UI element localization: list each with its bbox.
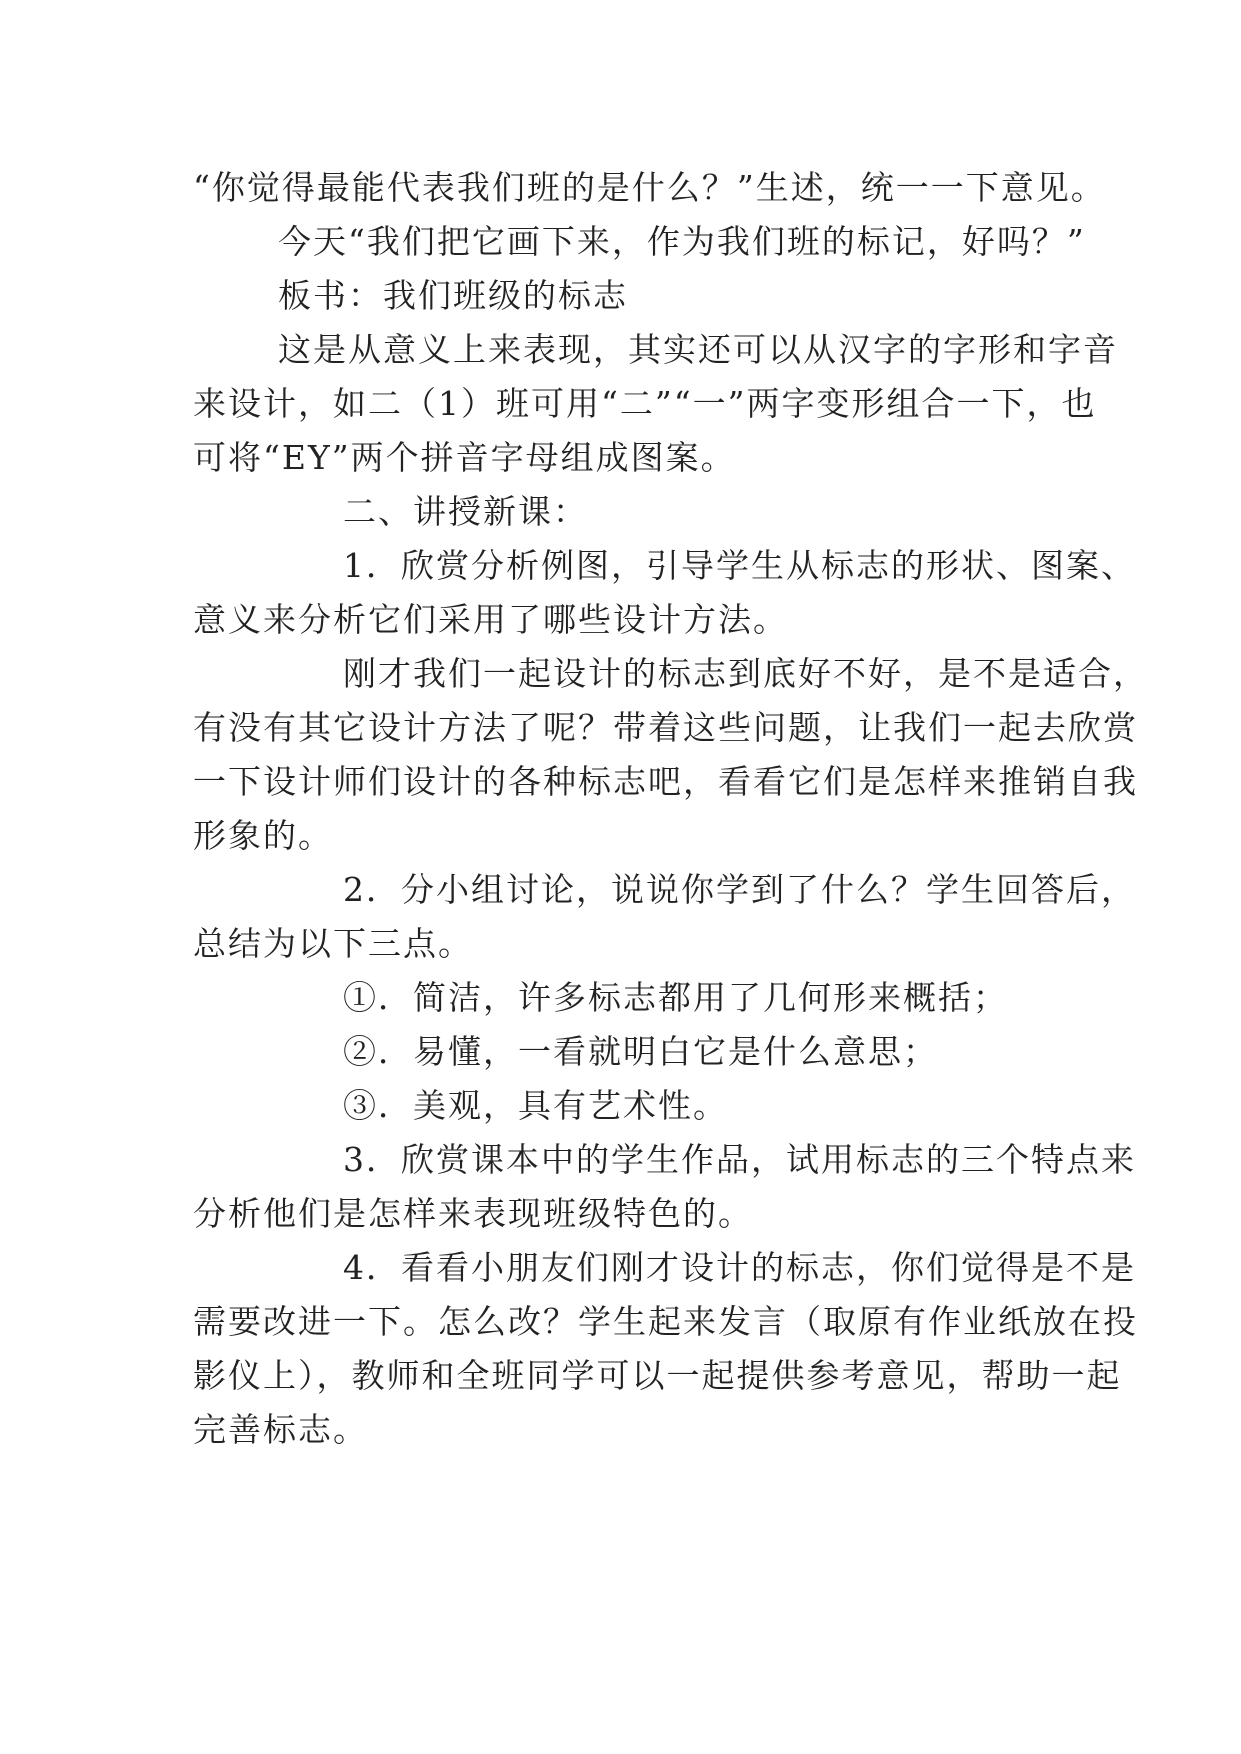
text-line: 4．看看小朋友们刚才设计的标志，你们觉得是不是 <box>343 1248 1136 1287</box>
text-line: 这是从意义上来表现，其实还可以从汉字的字形和字音 <box>278 330 1118 369</box>
text-line: 有没有其它设计方法了呢？带着这些问题，让我们一起去欣赏 <box>193 708 1138 747</box>
text-line: 总结为以下三点。 <box>193 924 473 963</box>
text-line: 形象的。 <box>193 816 333 855</box>
text-line: 可将“EY”两个拼音字母组成图案。 <box>193 438 736 477</box>
text-line: 刚才我们一起设计的标志到底好不好，是不是适合， <box>343 654 1148 693</box>
section-heading: 二、讲授新课： <box>343 492 588 531</box>
text-line: 2．分小组讨论，说说你学到了什么？学生回答后， <box>343 870 1136 909</box>
text-line: 完善标志。 <box>193 1410 368 1449</box>
text-line: 一下设计师们设计的各种标志吧，看看它们是怎样来推销自我 <box>193 762 1138 801</box>
list-item: ②．易懂，一看就明白它是什么意思； <box>343 1032 938 1071</box>
text-line: “你觉得最能代表我们班的是什么？”生述，统一一下意见。 <box>193 168 1106 207</box>
text-line: 1．欣赏分析例图，引导学生从标志的形状、图案、 <box>343 546 1136 585</box>
text-line: 板书：我们班级的标志 <box>278 276 628 315</box>
text-line: 意义来分析它们采用了哪些设计方法。 <box>193 600 788 639</box>
text-line: 影仪上），教师和全班同学可以一起提供参考意见，帮助一起 <box>193 1356 1122 1395</box>
list-item: ③．美观，具有艺术性。 <box>343 1086 728 1125</box>
text-line: 今天“我们把它画下来，作为我们班的标记，好吗？” <box>278 222 1086 261</box>
text-line: 需要改进一下。怎么改？学生起来发言（取原有作业纸放在投 <box>193 1302 1138 1341</box>
text-line: 分析他们是怎样来表现班级特色的。 <box>193 1194 753 1233</box>
list-item: ①．简洁，许多标志都用了几何形来概括； <box>343 978 1008 1017</box>
text-line: 3．欣赏课本中的学生作品，试用标志的三个特点来 <box>343 1140 1136 1179</box>
text-line: 来设计，如二（1）班可用“二”“一”两字变形组合一下，也 <box>193 384 1097 423</box>
